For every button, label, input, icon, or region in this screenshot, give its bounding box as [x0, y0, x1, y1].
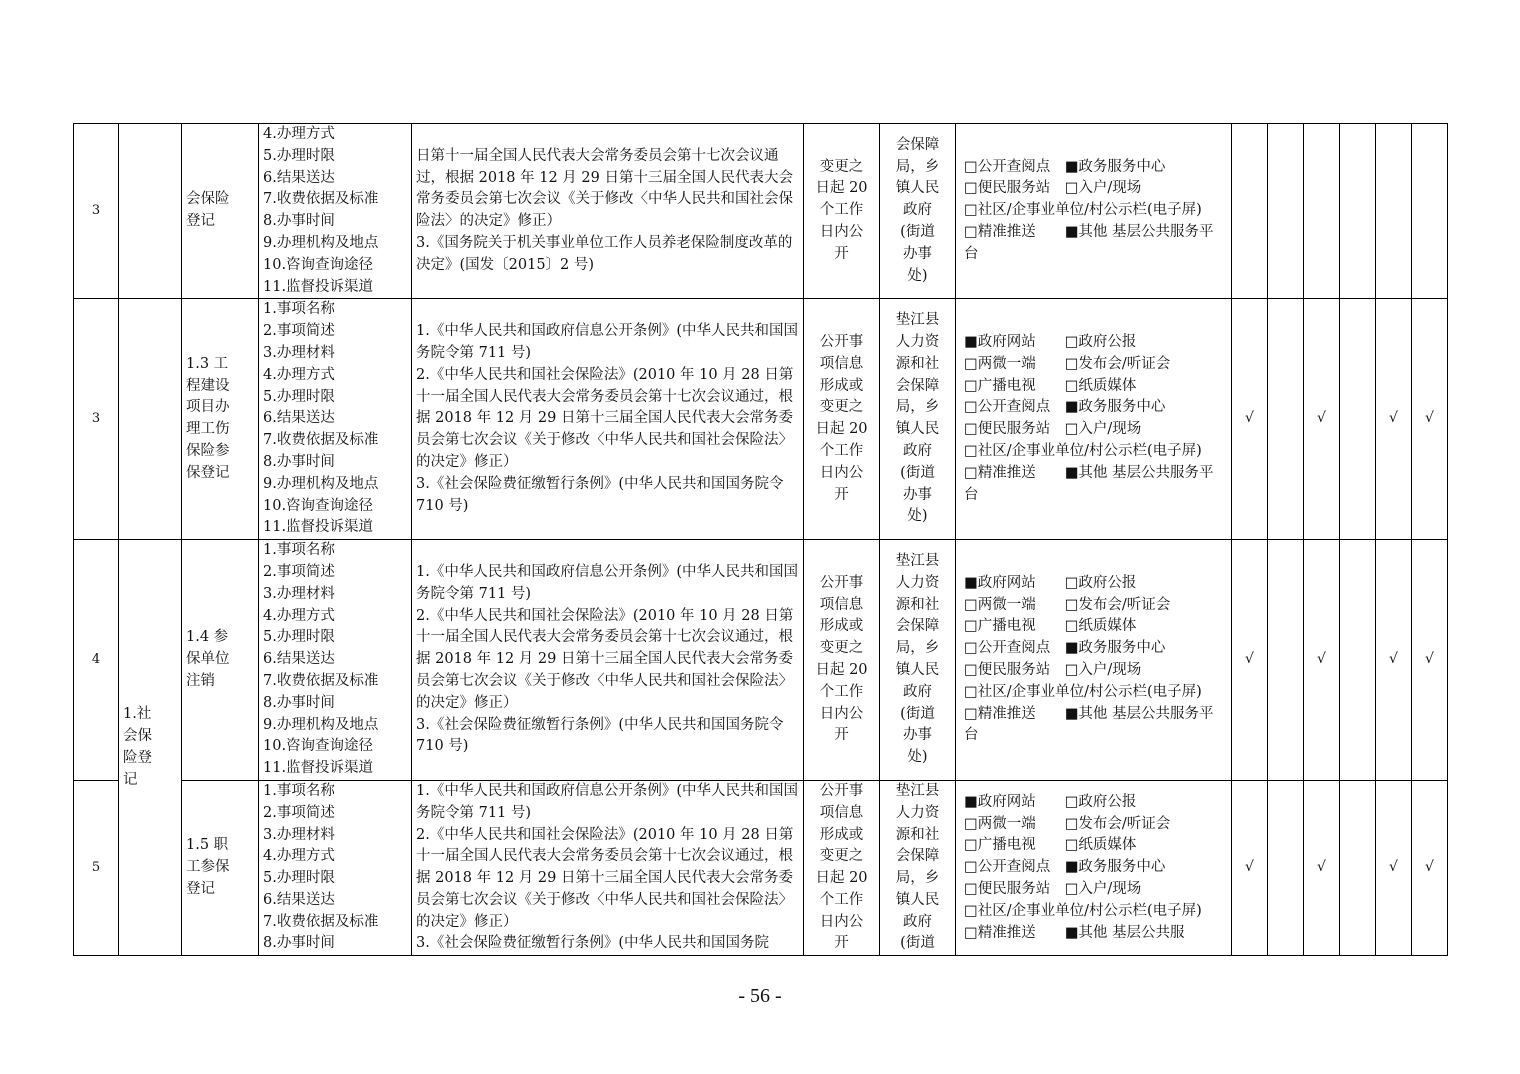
time-limit-line: 变更之	[819, 640, 864, 657]
content-item: 7.收费依据及标准	[263, 191, 379, 208]
table-row	[74, 780, 1448, 955]
content-item: 1.事项名称	[263, 782, 335, 799]
subject-line: 人力资	[895, 334, 940, 351]
time-limit-line: 日起 20	[815, 421, 868, 438]
content-list-cell	[259, 299, 412, 540]
subject-line: (街道	[900, 935, 935, 952]
content-item: 8.办事时间	[263, 213, 335, 230]
channel-line: □社区/企事业单位/村公示栏(电子屏)	[964, 443, 1202, 460]
time-limit-line: 个工作	[819, 443, 864, 460]
check-cell: √	[1376, 540, 1412, 781]
channels-cell	[956, 299, 1232, 540]
check-cell	[1304, 124, 1340, 299]
subject-line: 镇人民	[895, 662, 940, 679]
check-cell	[1268, 124, 1304, 299]
time-limit-line: 项信息	[819, 804, 864, 821]
subject-line: 办事	[903, 245, 932, 262]
category-line: 记	[123, 771, 138, 788]
check-cell: √	[1376, 780, 1412, 955]
check-cell	[1232, 124, 1268, 299]
channel-line: □广播电视 □纸质媒体	[964, 618, 1137, 635]
content-item: 5.办理时限	[263, 147, 335, 164]
subject-line: 垫江县	[895, 312, 940, 329]
time-limit-cell	[804, 299, 880, 540]
check-cell	[1340, 299, 1376, 540]
legal-basis-item: 1.《中华人民共和国政府信息公开条例》(中华人民共和国国务院令第 711 号)	[416, 323, 798, 361]
channel-line: ■政府网站 □政府公报	[964, 793, 1137, 810]
time-limit-line: 开	[834, 935, 849, 952]
disclosure-table	[73, 123, 1448, 956]
channel-line: □社区/企事业单位/村公示栏(电子屏)	[964, 202, 1202, 219]
content-item: 9.办理机构及地点	[263, 234, 379, 251]
check-cell: √	[1232, 540, 1268, 781]
category-cell	[119, 540, 182, 956]
table-row	[74, 540, 1448, 781]
subject-line: 会保障	[895, 848, 940, 865]
content-item: 7.收费依据及标准	[263, 672, 379, 689]
item-name-line: 会保险	[186, 191, 230, 208]
check-cell	[1340, 540, 1376, 781]
subject-line: (街道	[900, 464, 935, 481]
row-number: 3	[74, 124, 119, 299]
content-item: 2.事项简述	[263, 563, 335, 580]
check-cell: √	[1412, 540, 1448, 781]
time-limit-line: 开	[834, 727, 849, 744]
time-limit-line: 项信息	[819, 355, 864, 372]
time-limit-line: 日内公	[819, 224, 864, 241]
time-limit-line: 日内公	[819, 913, 864, 930]
content-item: 3.办理材料	[263, 826, 335, 843]
channel-line: □公开查阅点 ■政务服务中心	[964, 399, 1166, 416]
item-name-line: 1.4 参	[186, 629, 229, 646]
subject-line: 会保障	[895, 377, 940, 394]
content-item: 10.咨询查询途径	[263, 738, 374, 755]
subject-line: 镇人民	[895, 891, 940, 908]
channel-line: □便民服务站 □入户/现场	[964, 880, 1142, 897]
content-item: 6.结果送达	[263, 891, 335, 908]
legal-basis-cell	[412, 540, 804, 781]
content-list-cell	[259, 780, 412, 955]
time-limit-line: 日起 20	[815, 180, 868, 197]
item-name-line: 1.3 工	[186, 355, 229, 372]
row-number: 5	[74, 780, 119, 955]
channel-line: □精准推送 ■其他 基层公共服务平台	[964, 224, 1214, 262]
time-limit-line: 变更之	[819, 399, 864, 416]
time-limit-line: 变更之	[819, 158, 864, 175]
subject-line: 垫江县	[895, 553, 940, 570]
content-item: 3.办理材料	[263, 585, 335, 602]
content-item: 11.监督投诉渠道	[263, 760, 374, 777]
time-limit-line: 形成或	[819, 826, 864, 843]
content-item: 5.办理时限	[263, 870, 335, 887]
item-name-line: 保单位	[186, 651, 230, 668]
channel-line: □便民服务站 □入户/现场	[964, 421, 1142, 438]
item-name-cell	[182, 780, 259, 955]
subject-line: 处)	[907, 508, 928, 525]
legal-basis-item: 3.《社会保险费征缴暂行条例》(中华人民共和国国务院令 710 号)	[416, 475, 784, 514]
item-name-line: 理工伤	[186, 421, 230, 438]
check-cell	[1268, 540, 1304, 781]
time-limit-line: 日内公	[819, 705, 864, 722]
subject-line: 政府	[903, 683, 932, 700]
item-name-cell	[182, 540, 259, 781]
check-cell: √	[1304, 540, 1340, 781]
subject-line: 源和社	[895, 826, 940, 843]
subject-line: 局，乡	[895, 870, 940, 887]
check-cell: √	[1412, 299, 1448, 540]
content-list-cell	[259, 540, 412, 781]
channel-line: □便民服务站 □入户/现场	[964, 180, 1142, 197]
subject-cell	[880, 299, 956, 540]
channel-line: □公开查阅点 ■政务服务中心	[964, 859, 1166, 876]
check-cell	[1340, 780, 1376, 955]
page-number: - 56 -	[738, 985, 782, 1007]
time-limit-line: 个工作	[819, 202, 864, 219]
subject-line: 政府	[903, 913, 932, 930]
content-item: 7.收费依据及标准	[263, 432, 379, 449]
subject-line: (街道	[900, 705, 935, 722]
channel-line: ■政府网站 □政府公报	[964, 334, 1137, 351]
row-number: 4	[74, 540, 119, 781]
subject-cell	[880, 780, 956, 955]
category-line: 会保	[123, 727, 152, 744]
channel-line: □广播电视 □纸质媒体	[964, 837, 1137, 854]
check-cell	[1340, 124, 1376, 299]
content-list-cell	[259, 124, 412, 299]
content-item: 4.办理方式	[263, 366, 335, 383]
time-limit-line: 公开事	[819, 782, 864, 799]
subject-line: 镇人民	[895, 421, 940, 438]
check-cell	[1412, 124, 1448, 299]
item-name-line: 1.5 职	[186, 837, 229, 854]
row-number: 3	[74, 299, 119, 540]
time-limit-cell	[804, 780, 880, 955]
channel-line: □精准推送 ■其他 基层公共服	[964, 924, 1185, 941]
channel-line: □精准推送 ■其他 基层公共服务平台	[964, 705, 1214, 744]
channel-line: □社区/企事业单位/村公示栏(电子屏)	[964, 683, 1202, 700]
channel-line: □两微一端 □发布会/听证会	[964, 355, 1171, 372]
table-row	[74, 299, 1448, 540]
subject-line: 政府	[903, 202, 932, 219]
content-item: 1.事项名称	[263, 542, 335, 559]
time-limit-line: 个工作	[819, 683, 864, 700]
time-limit-line: 日起 20	[815, 662, 868, 679]
content-item: 6.结果送达	[263, 169, 335, 186]
content-item: 9.办理机构及地点	[263, 475, 379, 492]
time-limit-line: 日起 20	[815, 870, 868, 887]
legal-basis-item: 2.《中华人民共和国社会保险法》(2010 年 10 月 28 日第十一届全国人民代表大会常务委员会第十七次会议通过，根据 2018 年 12 月 29 日第十三届全国人民代表大会常务委员会第七次会议《关于修改〈中华人民共和国社会保险法〉的决定》修正）	[416, 607, 794, 711]
channel-line: □两微一端 □发布会/听证会	[964, 815, 1171, 832]
time-limit-line: 形成或	[819, 377, 864, 394]
time-limit-line: 日内公	[819, 464, 864, 481]
content-item: 8.办事时间	[263, 694, 335, 711]
subject-line: 镇人民	[895, 180, 940, 197]
content-item: 8.办事时间	[263, 453, 335, 470]
item-name-line: 登记	[186, 213, 215, 230]
content-item: 8.办事时间	[263, 935, 335, 952]
legal-basis-item: 2.《中华人民共和国社会保险法》(2010 年 10 月 28 日第十一届全国人民代表大会常务委员会第十七次会议通过，根据 2018 年 12 月 29 日第十三届全国人民代表大会常务委员会第七次会议《关于修改〈中华人民共和国社会保险法〉的决定》修正）	[416, 366, 794, 470]
subject-line: 局，乡	[895, 640, 940, 657]
channels-cell	[956, 780, 1232, 955]
time-limit-line: 形成或	[819, 618, 864, 635]
legal-basis-item: 日第十一届全国人民代表大会常务委员会第十七次会议通过，根据 2018 年 12 月 29 日第十三届全国人民代表大会常务委员会第七次会议《关于修改〈中华人民共和国社会保险法〉的决定》修正）	[416, 147, 793, 230]
legal-basis-item: 1.《中华人民共和国政府信息公开条例》(中华人民共和国国务院令第 711 号)	[416, 782, 798, 821]
item-name-cell	[182, 299, 259, 540]
content-item: 11.监督投诉渠道	[263, 278, 374, 295]
subject-line: 垫江县	[895, 782, 940, 799]
time-limit-line: 公开事	[819, 574, 864, 591]
legal-basis-item: 1.《中华人民共和国政府信息公开条例》(中华人民共和国国务院令第 711 号)	[416, 563, 798, 602]
check-cell: √	[1232, 780, 1268, 955]
subject-line: 局，乡	[895, 158, 940, 175]
check-cell	[1376, 124, 1412, 299]
channels-cell	[956, 540, 1232, 781]
subject-line: (街道	[900, 224, 935, 241]
table-row	[74, 124, 1448, 299]
content-item: 10.咨询查询途径	[263, 497, 374, 514]
time-limit-line: 个工作	[819, 891, 864, 908]
check-cell	[1268, 780, 1304, 955]
item-name-line: 项目办	[186, 399, 230, 416]
time-limit-line: 公开事	[819, 334, 864, 351]
subject-line: 会保障	[895, 618, 940, 635]
content-item: 7.收费依据及标准	[263, 913, 379, 930]
channels-cell	[956, 124, 1232, 299]
content-item: 5.办理时限	[263, 388, 335, 405]
check-cell: √	[1232, 299, 1268, 540]
time-limit-line: 开	[834, 486, 849, 503]
category-line: 1.社	[123, 706, 152, 723]
channel-line: ■政府网站 □政府公报	[964, 574, 1137, 591]
subject-line: 人力资	[895, 574, 940, 591]
time-limit-line: 开	[834, 245, 849, 262]
time-limit-line: 变更之	[819, 848, 864, 865]
subject-line: 源和社	[895, 596, 940, 613]
subject-cell	[880, 540, 956, 781]
content-item: 4.办理方式	[263, 607, 335, 624]
subject-line: 政府	[903, 443, 932, 460]
item-name-line: 登记	[186, 880, 215, 897]
subject-line: 办事	[903, 727, 932, 744]
channel-line: □社区/企事业单位/村公示栏(电子屏)	[964, 902, 1202, 919]
category-cell-blank	[119, 299, 182, 540]
legal-basis-cell	[412, 124, 804, 299]
channel-line: □便民服务站 □入户/现场	[964, 662, 1142, 679]
check-cell: √	[1412, 780, 1448, 955]
content-item: 1.事项名称	[263, 301, 335, 318]
channel-line: □广播电视 □纸质媒体	[964, 377, 1137, 394]
legal-basis-cell	[412, 299, 804, 540]
content-item: 6.结果送达	[263, 651, 335, 668]
content-item: 9.办理机构及地点	[263, 716, 379, 733]
legal-basis-item: 3.《社会保险费征缴暂行条例》(中华人民共和国国务院	[416, 935, 769, 952]
legal-basis-item: 3.《国务院关于机关事业单位工作人员养老保险制度改革的决定》(国发〔2015〕2 号)	[416, 234, 793, 273]
check-cell: √	[1304, 780, 1340, 955]
legal-basis-item: 2.《中华人民共和国社会保险法》(2010 年 10 月 28 日第十一届全国人民代表大会常务委员会第十七次会议通过，根据 2018 年 12 月 29 日第十三届全国人民代表大会常务委员会第七次会议《关于修改〈中华人民共和国社会保险法〉的决定》修正）	[416, 826, 794, 930]
item-name-line: 程建设	[186, 377, 230, 394]
check-cell: √	[1376, 299, 1412, 540]
legal-basis-cell	[412, 780, 804, 955]
content-item: 3.办理材料	[263, 344, 335, 361]
time-limit-cell	[804, 124, 880, 299]
subject-line: 局，乡	[895, 399, 940, 416]
channel-line: □两微一端 □发布会/听证会	[964, 596, 1171, 613]
check-cell	[1268, 299, 1304, 540]
category-line: 险登	[123, 749, 152, 766]
time-limit-cell	[804, 540, 880, 781]
content-item: 2.事项简述	[263, 323, 335, 340]
item-name-line: 注销	[186, 672, 215, 689]
legal-basis-item: 3.《社会保险费征缴暂行条例》(中华人民共和国国务院令 710 号)	[416, 716, 784, 755]
item-name-line: 保险参	[186, 443, 230, 460]
time-limit-line: 项信息	[819, 596, 864, 613]
subject-line: 源和社	[895, 355, 940, 372]
item-name-line: 保登记	[186, 464, 230, 481]
content-item: 2.事项简述	[263, 804, 335, 821]
subject-line: 处)	[907, 749, 928, 766]
item-name-cell	[182, 124, 259, 299]
subject-line: 办事	[903, 486, 932, 503]
subject-line: 处)	[907, 267, 928, 284]
content-item: 4.办理方式	[263, 126, 335, 142]
channel-line: □公开查阅点 ■政务服务中心	[964, 640, 1166, 657]
content-item: 6.结果送达	[263, 410, 335, 427]
channel-line: □精准推送 ■其他 基层公共服务平台	[964, 464, 1214, 503]
check-cell: √	[1304, 299, 1340, 540]
content-item: 4.办理方式	[263, 848, 335, 865]
content-item: 10.咨询查询途径	[263, 256, 374, 273]
subject-cell	[880, 124, 956, 299]
subject-line: 人力资	[895, 804, 940, 821]
content-item: 5.办理时限	[263, 629, 335, 646]
content-item: 11.监督投诉渠道	[263, 519, 374, 536]
subject-line: 会保障	[895, 136, 940, 153]
item-name-line: 工参保	[186, 859, 230, 876]
category-cell-blank	[119, 124, 182, 299]
channel-line: □公开查阅点 ■政务服务中心	[964, 158, 1166, 175]
